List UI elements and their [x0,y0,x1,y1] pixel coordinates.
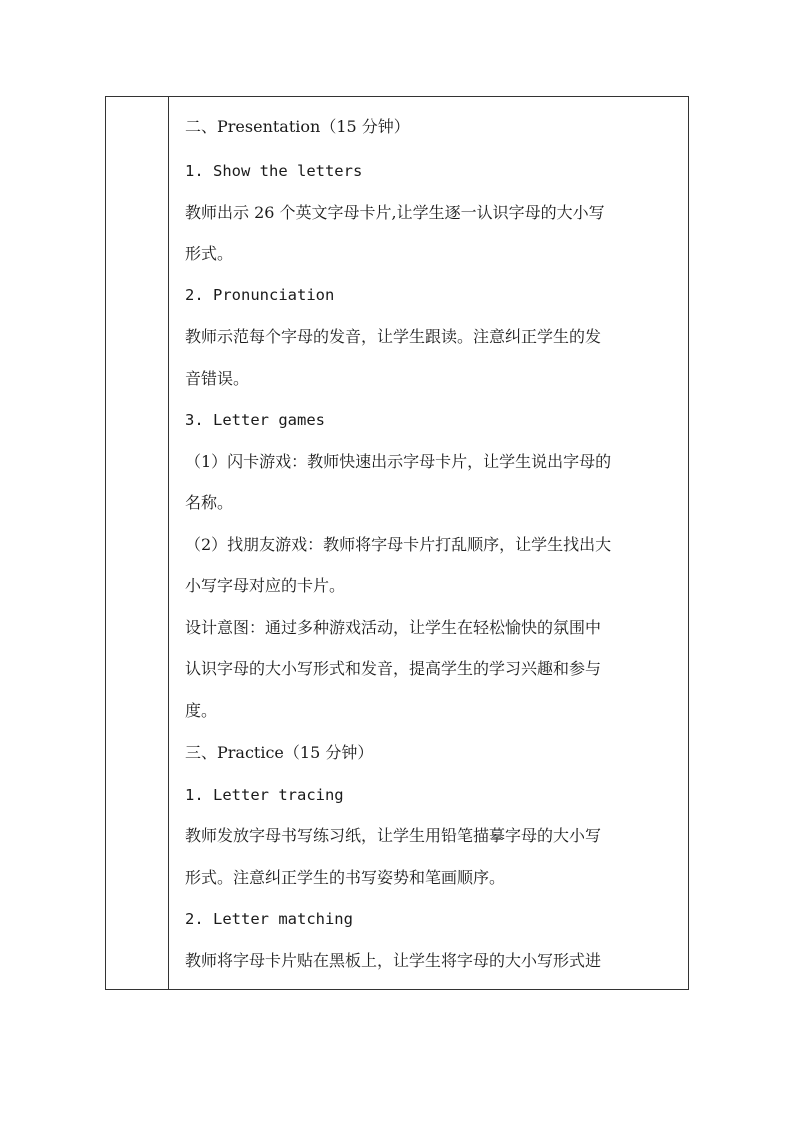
paragraph-line: 教师将字母卡片贴在黑板上，让学生将字母的大小写形式进 [185,951,602,970]
paragraph-line: 教师发放字母书写练习纸，让学生用铅笔描摹字母的大小写 [185,826,602,845]
content-cell [169,97,688,989]
paragraph-line: 教师出示 26 个英文字母卡片,让学生逐一认识字母的大小写 [185,203,605,222]
lesson-plan-table [105,96,689,990]
paragraph-line: 形式。 [185,244,234,263]
paragraph-line: 音错误。 [185,369,250,388]
paragraph-line: （2）找朋友游戏：教师将字母卡片打乱顺序，让学生找出大 [185,535,612,554]
paragraph-line: 名称。 [185,493,234,512]
subheading-letter-games: 3. Letter games [185,411,325,429]
section-heading-practice: 三、Practice（15 分钟） [185,743,374,762]
paragraph-line: 认识字母的大小写形式和发音，提高学生的学习兴趣和参与 [185,659,602,678]
paragraph-line: （1）闪卡游戏：教师快速出示字母卡片，让学生说出字母的 [185,452,612,471]
subheading-pronunciation: 2. Pronunciation [185,286,335,304]
subheading-letter-tracing: 1. Letter tracing [185,786,344,804]
subheading-show-letters: 1. Show the letters [185,162,363,180]
paragraph-line: 设计意图：通过多种游戏活动，让学生在轻松愉快的氛围中 [185,618,602,637]
section-heading-presentation: 二、Presentation（15 分钟） [185,117,410,136]
paragraph-line: 教师示范每个字母的发音，让学生跟读。注意纠正学生的发 [185,327,602,346]
paragraph-line: 小写字母对应的卡片。 [185,576,346,595]
subheading-letter-matching: 2. Letter matching [185,910,353,928]
paragraph-line: 度。 [185,701,218,720]
paragraph-line: 形式。注意纠正学生的书写姿势和笔画顺序。 [185,868,506,887]
